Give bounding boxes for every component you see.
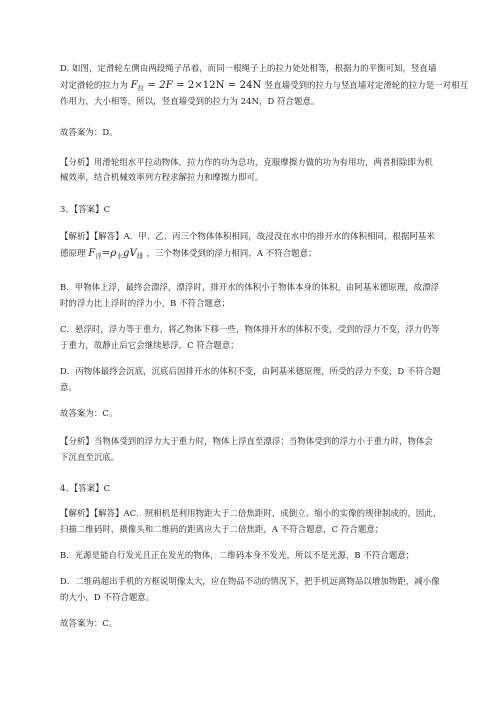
answer-line: 故答案为：D。 xyxy=(60,127,118,137)
formula-subscript: 排 xyxy=(136,252,144,260)
text-line: 时的浮力比上浮时的浮力小，B 不符合题意； xyxy=(60,298,231,308)
text-line: D．二维码超出手机的方框说明像太大，应在物品不动的情况下，把手机远离物品以增加物距，减小像 xyxy=(60,576,440,586)
answer-line: 故答案为：C。 xyxy=(60,618,118,628)
text-line: 于重力，故静止后它会继续悬浮，C 符合题意； xyxy=(60,340,239,350)
question-heading: 4、【答案】C xyxy=(60,483,111,493)
analysis-line: 【分析】当物体受到的浮力大于重力时，物体上浮直至漂浮；当物体受到的浮力小于重力时，物体会 xyxy=(60,436,433,446)
text-line: 作用力，大小相等，所以，竖直墙受到的拉力为 24N，D 符合题意。 xyxy=(60,96,320,106)
text-fragment: ，三个物体受到的浮力相同，A 不符合题意； xyxy=(146,248,317,258)
text-fragment: 竖直墙受到的拉力与竖直墙对定滑轮的拉力是一对相互 xyxy=(264,80,469,90)
formula-symbol: F xyxy=(88,248,96,259)
tension-formula: $F_拉 = 2F = 2\times 12N = 24N$ xyxy=(130,80,262,92)
text-line: 【解析】【解答】AC．照相机是利用物距大于二倍焦距时，成倒立、缩小的实像的规律制成的，因此， xyxy=(60,508,442,518)
text-fragment: 德原理 xyxy=(60,248,86,258)
formula-symbol: F xyxy=(130,80,138,91)
formula-subscript: 拉 xyxy=(137,84,145,92)
text-line-with-formula xyxy=(60,248,440,262)
text-line: 的大小，D 不符合题意。 xyxy=(60,592,155,602)
question-heading: 3、【答案】C xyxy=(60,204,111,214)
formula-symbol: ρ xyxy=(110,248,117,259)
formula-result: 24N xyxy=(239,80,262,91)
analysis-line: 下沉直至沉底。 xyxy=(60,452,120,462)
text-line: 扫描二维码时，摄像头和二维码的距离应大于二倍焦距，A 不符合题意，C 符合题意； xyxy=(60,524,384,534)
text-line: C．悬浮时，浮力等于重力，将乙物体下移一些，物体排开水的体积不变，受到的浮力不变，浮力仍等 xyxy=(60,324,440,334)
formula-term: 2×12N xyxy=(187,80,225,91)
text-fragment: 对定滑轮的拉力为 xyxy=(60,80,128,90)
formula-subscript: 浮 xyxy=(95,252,102,260)
analysis-line: 【分析】用滑轮组水平拉动物体，拉力作的功为总功，克服摩擦力做的功为有用功，两者相除即为机 xyxy=(60,157,433,167)
text-line: 意。 xyxy=(60,382,77,392)
formula-term: 2F xyxy=(159,80,173,91)
formula-symbol: g xyxy=(122,248,130,259)
text-line: D. 如图，定滑轮左侧由两段绳子吊着，而同一根绳子上的拉力处处相等，根据力的平衡可知，竖直墙 xyxy=(60,63,437,73)
buoyancy-formula: $F_浮=\rho_水gV_排$ xyxy=(88,248,144,260)
text-line-with-formula xyxy=(60,80,469,94)
analysis-line: 械效率，结合机械效率列方程求解拉力和摩擦力即可。 xyxy=(60,172,264,182)
formula-subscript: 水 xyxy=(116,252,123,260)
formula-symbol: V xyxy=(129,248,137,259)
text-line: B．甲物体上浮，最终会漂浮，漂浮时，排开水的体积小于物体本身的体积，由阿基米德原理，故漂浮 xyxy=(60,282,440,292)
answer-line: 故答案为：C。 xyxy=(60,408,118,418)
text-line: 【解析】【解答】A．甲、乙、丙三个物体体积相同，故浸没在水中的排开水的体积相同，根据阿基米 xyxy=(60,231,435,241)
text-line: D．丙物体最终会沉底，沉底后因排开水的体积不变，由阿基米德原理，所受的浮力不变，D 不符合题 xyxy=(60,366,441,376)
text-line: B．光源是能自行发光且正在发光的物体，二维码本身不发光，所以不是光源，B 不符合题意； xyxy=(60,550,415,560)
